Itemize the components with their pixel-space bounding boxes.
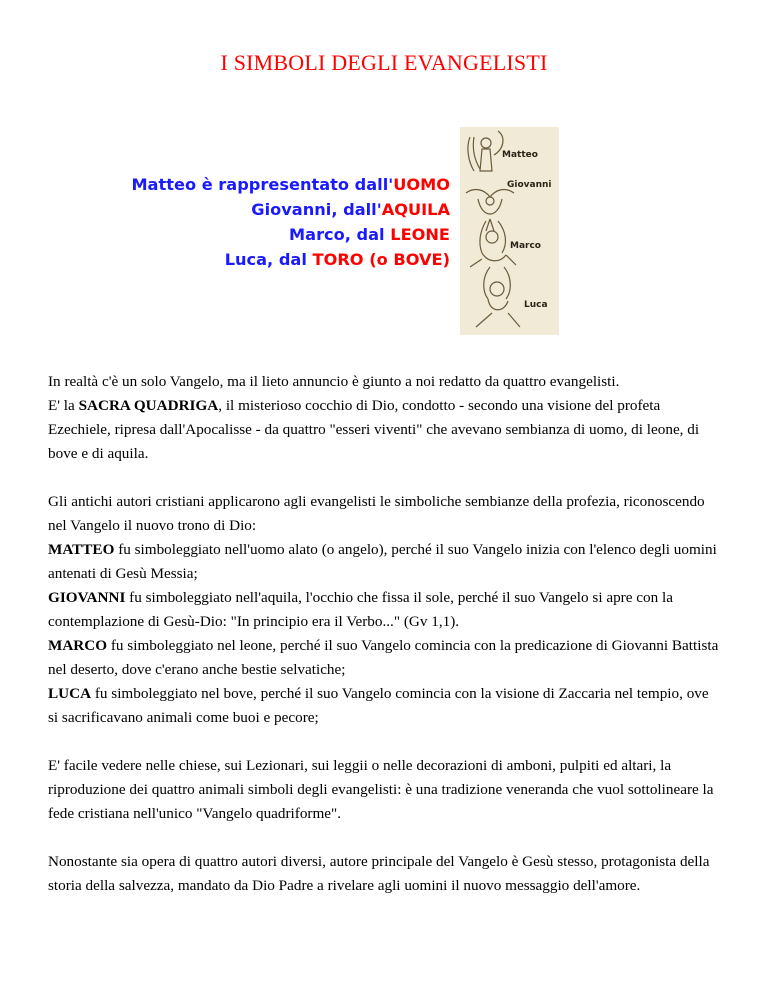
symbol-prefix: Giovanni, dall'	[251, 200, 382, 219]
text: fu simboleggiato nell'aquila, l'occhio che fissa il sole, perché il suo Vangelo si apre con la contemplazione di Gesù-Dio: "In principio era il Verbo..." (Gv 1,1).	[48, 589, 673, 630]
paragraph-quadriga	[48, 394, 720, 466]
evangelist-name: MARCO	[48, 637, 108, 654]
symbol-prefix: Luca, dal	[224, 250, 313, 269]
symbol-line-marco	[131, 222, 450, 247]
symbol-animal: UOMO	[393, 175, 450, 194]
text: fu simboleggiato nel bove, perché il suo Vangelo comincia con la visione di Zaccaria nel tempio, ove si sacrificavano animali come buoi e pecore;	[48, 685, 709, 726]
bold-term: SACRA QUADRIGA	[78, 397, 219, 414]
paragraph-tradition: E' facile vedere nelle chiese, sui Lezionari, sui leggii o nelle decorazioni di amboni, pulpiti ed altari, la riproduzione dei quattro animali simboli degli evangelisti: è una tradizione veneranda che vuol sottolineare la fede cristiana nell'unico "Vangelo quadriforme".	[48, 757, 714, 822]
symbol-line-luca	[131, 247, 450, 272]
symbol-line-matteo	[131, 172, 450, 197]
symbols-list	[131, 172, 450, 272]
paragraph-authors: Gli antichi autori cristiani applicarono agli evangelisti le simboliche sembianze della profezia, riconoscendo nel Vangelo il nuovo trono di Dio:	[48, 493, 705, 534]
paragraph-giovanni	[48, 586, 720, 634]
figure-label-giovanni: Giovanni	[507, 180, 552, 190]
paragraph-conclusion: Nonostante sia opera di quattro autori diversi, autore principale del Vangelo è Gesù stesso, protagonista della storia della salvezza, mandato da Dio Padre a rivelare agli uomini il nuovo messaggio dell'amore.	[48, 853, 710, 894]
paragraph-marco	[48, 634, 720, 682]
eagle-icon	[466, 190, 514, 231]
paragraph-matteo	[48, 538, 720, 586]
symbol-animal: LEONE	[390, 225, 450, 244]
figure-label-marco: Marco	[510, 241, 541, 251]
ox-icon	[476, 267, 520, 327]
text: fu simboleggiato nell'uomo alato (o angelo), perché il suo Vangelo inizia con l'elenco degli uomini antenati di Gesù Messia;	[48, 541, 717, 582]
figure-label-luca: Luca	[524, 300, 548, 310]
article-body	[48, 370, 720, 898]
evangelists-illustration	[460, 127, 559, 335]
evangelist-name: LUCA	[48, 685, 92, 702]
symbol-prefix: Matteo è rappresentato dall'	[131, 175, 394, 194]
symbol-line-giovanni	[131, 197, 450, 222]
symbol-prefix: Marco, dal	[289, 225, 391, 244]
text: fu simboleggiato nel leone, perché il suo Vangelo comincia con la predicazione di Giovanni Battista nel deserto, dove c'erano anche bestie selvatiche;	[48, 637, 719, 678]
evangelist-name: MATTEO	[48, 541, 115, 558]
evangelist-name: GIOVANNI	[48, 589, 126, 606]
page-title: I SIMBOLI DEGLI EVANGELISTI	[220, 50, 548, 75]
paragraph-luca	[48, 682, 720, 730]
symbol-animal: AQUILA	[381, 200, 450, 219]
text: E' la	[48, 397, 79, 414]
symbol-animal: TORO (o BOVE)	[312, 250, 450, 269]
paragraph-intro: In realtà c'è un solo Vangelo, ma il lieto annuncio è giunto a noi redatto da quattro evangelisti.	[48, 373, 620, 390]
angel-icon	[468, 131, 503, 171]
figure-label-matteo: Matteo	[502, 150, 538, 160]
text: , il misterioso cocchio di Dio, condotto - secondo una visione del profeta Ezechiele, ripresa dall'Apocalisse - da quattro "esseri viventi" che avevano sembianza di uomo, di leone, di bove e di aquila.	[48, 397, 700, 462]
